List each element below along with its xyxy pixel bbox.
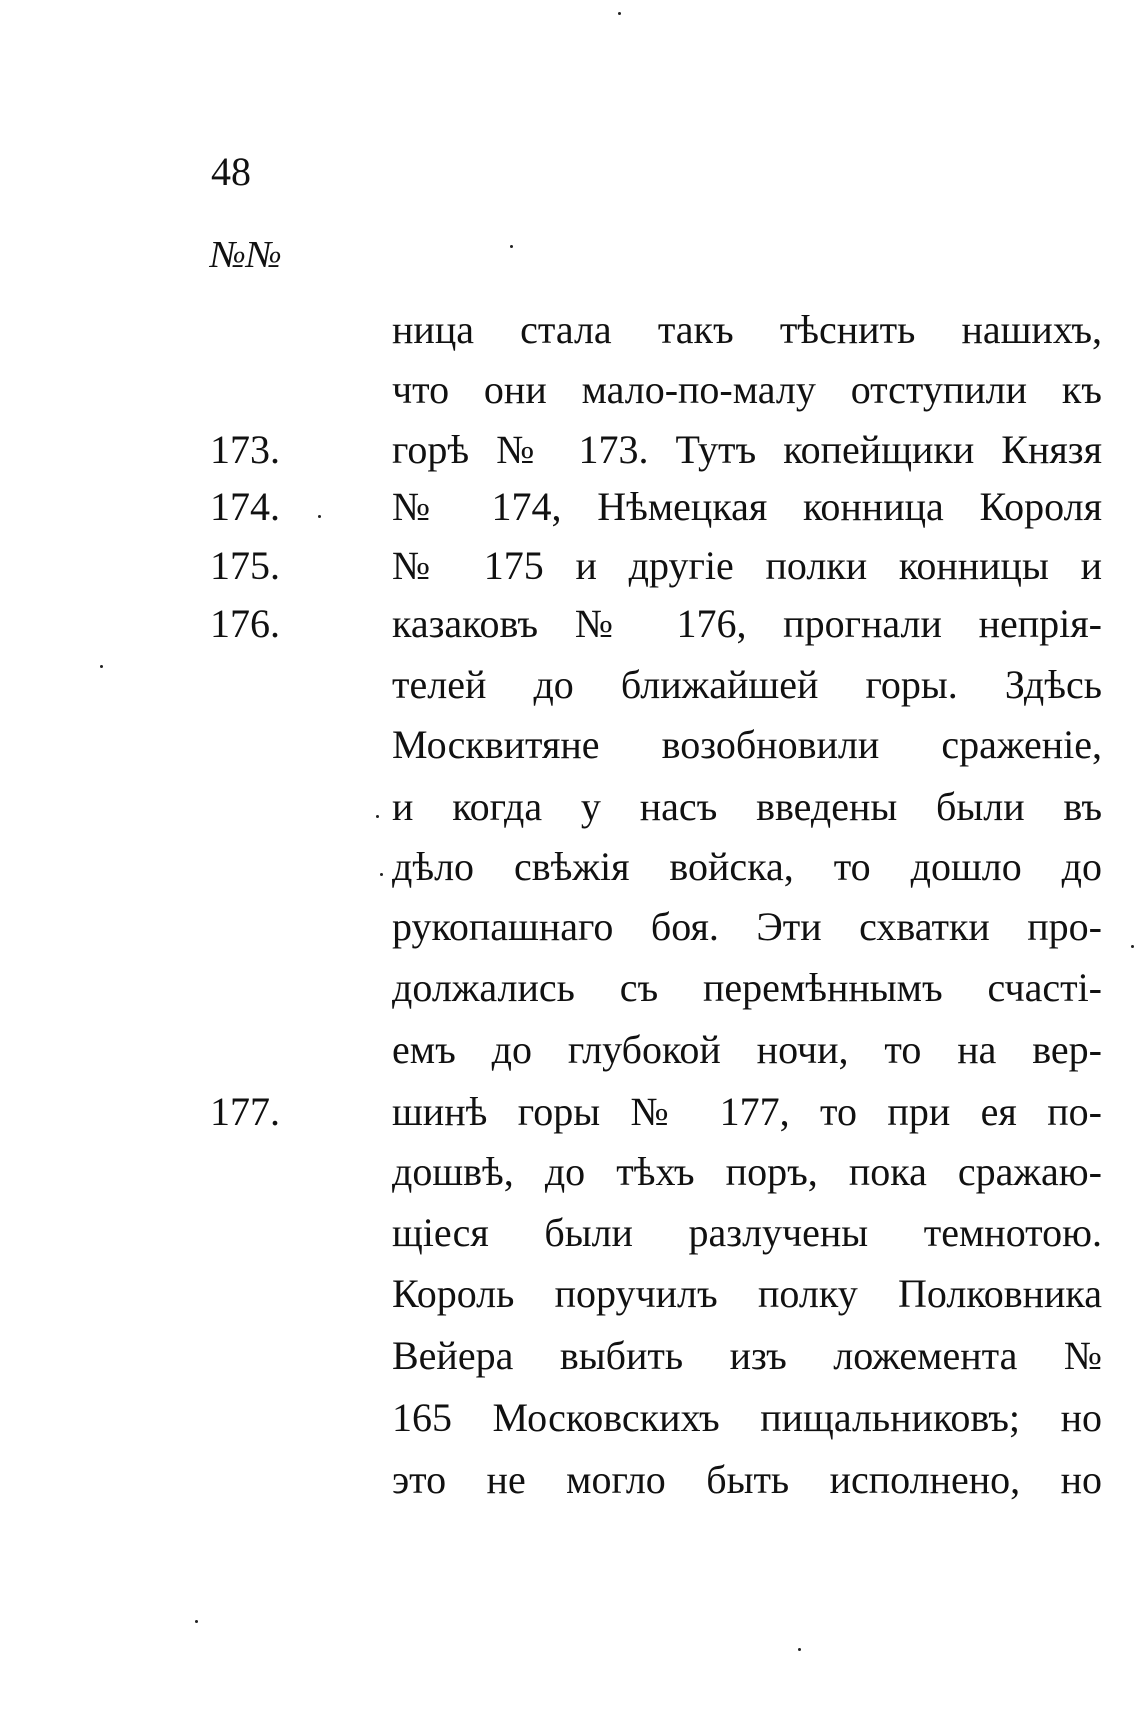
- margin-header: №№: [210, 234, 282, 276]
- text-line: горѣ № 173. Тутъ копейщики Князя: [392, 427, 1102, 472]
- scan-speck: [318, 515, 321, 518]
- margin-note: 174.: [210, 484, 280, 529]
- margin-note: 176.: [210, 601, 280, 646]
- scan-speck: [195, 1620, 198, 1623]
- margin-note: 175.: [210, 543, 280, 588]
- text-line: рукопашнаго боя. Эти схватки про-: [392, 904, 1102, 949]
- scan-speck: [618, 12, 621, 15]
- text-line: и когда у насъ введены были въ: [392, 784, 1102, 829]
- text-line: № 175 и другіе полки конницы и: [392, 543, 1102, 588]
- scan-speck: [376, 815, 379, 818]
- text-line: Вейера выбить изъ ложемента №: [392, 1333, 1102, 1378]
- scan-speck: [798, 1648, 801, 1651]
- page-number: 48: [211, 149, 251, 194]
- text-line: № 174, Нѣмецкая конница Короля: [392, 484, 1102, 529]
- scan-speck: [1131, 945, 1134, 948]
- scan-speck: [100, 665, 103, 668]
- text-line: шинѣ горы № 177, то при ея по-: [392, 1089, 1102, 1134]
- text-line: дѣло свѣжія войска, то дошло до: [392, 844, 1102, 889]
- text-line: телей до ближайшей горы. Здѣсь: [392, 662, 1102, 707]
- text-line: щіеся были разлучены темнотою.: [392, 1210, 1102, 1255]
- text-line: 165 Московскихъ пищальниковъ; но: [392, 1395, 1102, 1440]
- text-line: дошвѣ, до тѣхъ поръ, пока сражаю-: [392, 1149, 1102, 1194]
- margin-note: 173.: [210, 427, 280, 472]
- text-line: емъ до глубокой ночи, то на вер-: [392, 1027, 1102, 1072]
- margin-note: 177.: [210, 1089, 280, 1134]
- scan-speck: [380, 873, 383, 876]
- scan-speck: [510, 245, 513, 248]
- text-line: это не могло быть исполнено, но: [392, 1457, 1102, 1502]
- text-line: Король поручилъ полку Полковника: [392, 1271, 1102, 1316]
- text-line: казаковъ № 176, прогнали непрія-: [392, 601, 1102, 646]
- text-line: Москвитяне возобновили сраженіе,: [392, 722, 1102, 767]
- text-line: должались съ перемѣннымъ счасті-: [392, 965, 1102, 1010]
- text-line: ница стала такъ тѣснить нашихъ,: [392, 307, 1102, 352]
- text-line: что они мало-по-малу отступили къ: [392, 367, 1102, 412]
